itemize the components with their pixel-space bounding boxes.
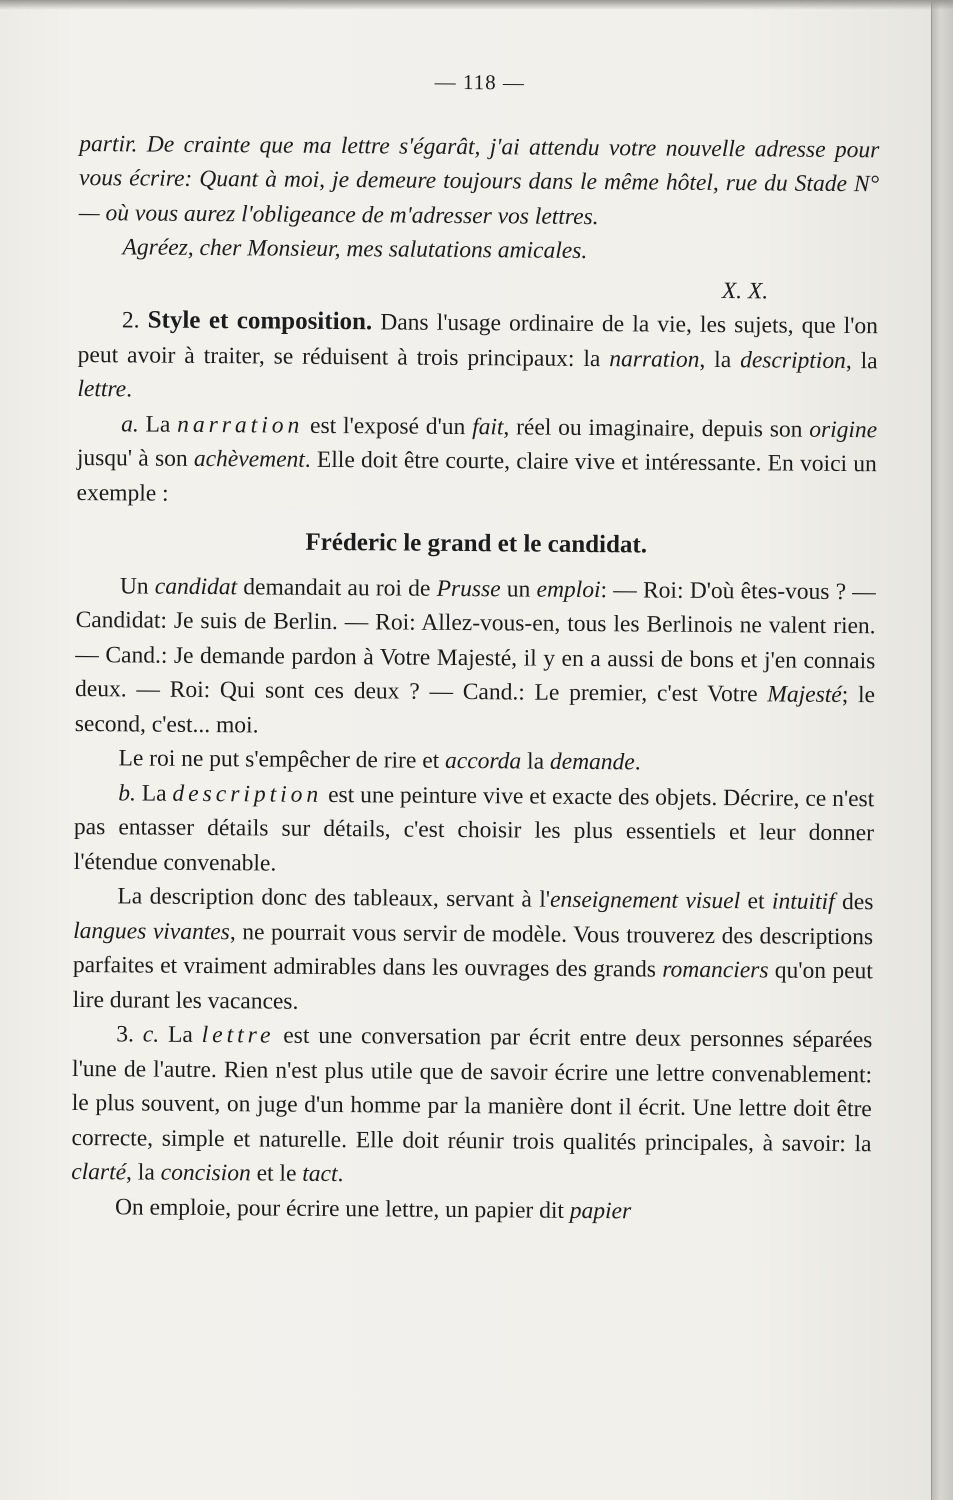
paragraph-description-tableaux: La description donc des tableaux, servant à l'enseignement visuel et intuitif des langues vivantes, ne pourrait vous servir de modèle. Vous trouverez des descriptions parfaites et vraiment admirables dans les ouvrages des grands romanciers qu'on peut lire durant les vacances. — [72, 883, 874, 1015]
book-gutter — [931, 0, 953, 1500]
letter-body-rest: De crainte que ma lettre s'égarât, j'ai attendu votre nouvelle adresse pour vous écrire: Quant à moi, je demeure toujours dans le même hôtel, rue du Stade N° — où vous aurez l'obligeance de m'adresser vos lettres. — [78, 131, 880, 230]
page-number: — 118 — — [434, 69, 526, 95]
term-lettre: lettre — [201, 1021, 275, 1049]
term-description: description — [172, 780, 323, 808]
paragraph-narration: a. La narration est l'exposé d'un fait, réel ou imaginaire, depuis son origine jusqu' à son achèvement. Elle doit être courte, claire vive et intéressante. En voici un exemple : — [76, 410, 878, 507]
story-dialogue: Un candidat demandait au roi de Prusse un emploi: — Roi: D'où êtes-vous ? — Candidat: Je suis de Berlin. — Roi: Allez-vous-en, tous les Berlinois ne valent rien. — Cand.: Je demande pardon à Votre Majesté, il y en a aussi de bons et j'en connais deux. — Roi: Qui sont ces deux ? — Cand.: Le premier, c'est Votre Majesté; le second, c'est... moi. — [74, 572, 876, 738]
page-text — [71, 62, 880, 1230]
paragraph-lettre: 3. c. La lettre est une conversation par écrit entre deux personnes séparées l'une de l'autre. Rien n'est plus utile que de savoir écrire une lettre convenablement: le plus souvent, on juge d'un homme par la manière dont il écrit. Une lettre doit être correcte, simple et naturelle. Elle doit réunir trois qualités principales, à savoir: la clarté, la concision et le tact. — [71, 1021, 873, 1188]
paragraph-papier: On emploie, pour écrire une lettre, un papier dit papier — [114, 1193, 632, 1224]
paragraph-description: b. La description est une peinture vive et exacte des objets. Décrire, ce n'est pas entasser détails sur détails, c'est choisir les plus essentiels et leur donner l'étendue convenable. — [73, 779, 875, 877]
story-ending: Le roi ne put s'empêcher de rire et accorda la demande. — [118, 745, 641, 776]
letter-body-start: partir. — [79, 130, 147, 158]
section-style-composition: 2. Style et composition. Dans l'usage ordinaire de la vie, les sujets, que l'on peut avoir à traiter, se réduisent à trois principaux: la narration, la description, la lettre. — [77, 306, 879, 403]
letter-signature: X. X. — [721, 277, 769, 304]
letter-closing: Agréez, cher Monsieur, mes salutations amicales. — [122, 234, 588, 264]
page-edge-shadow — [0, 0, 953, 10]
letter-body — [79, 126, 880, 236]
term-narration: narration — [177, 411, 304, 439]
section-heading: Style et composition. — [147, 306, 373, 336]
story-title: Fréderic le grand et le candidat. — [305, 528, 648, 559]
